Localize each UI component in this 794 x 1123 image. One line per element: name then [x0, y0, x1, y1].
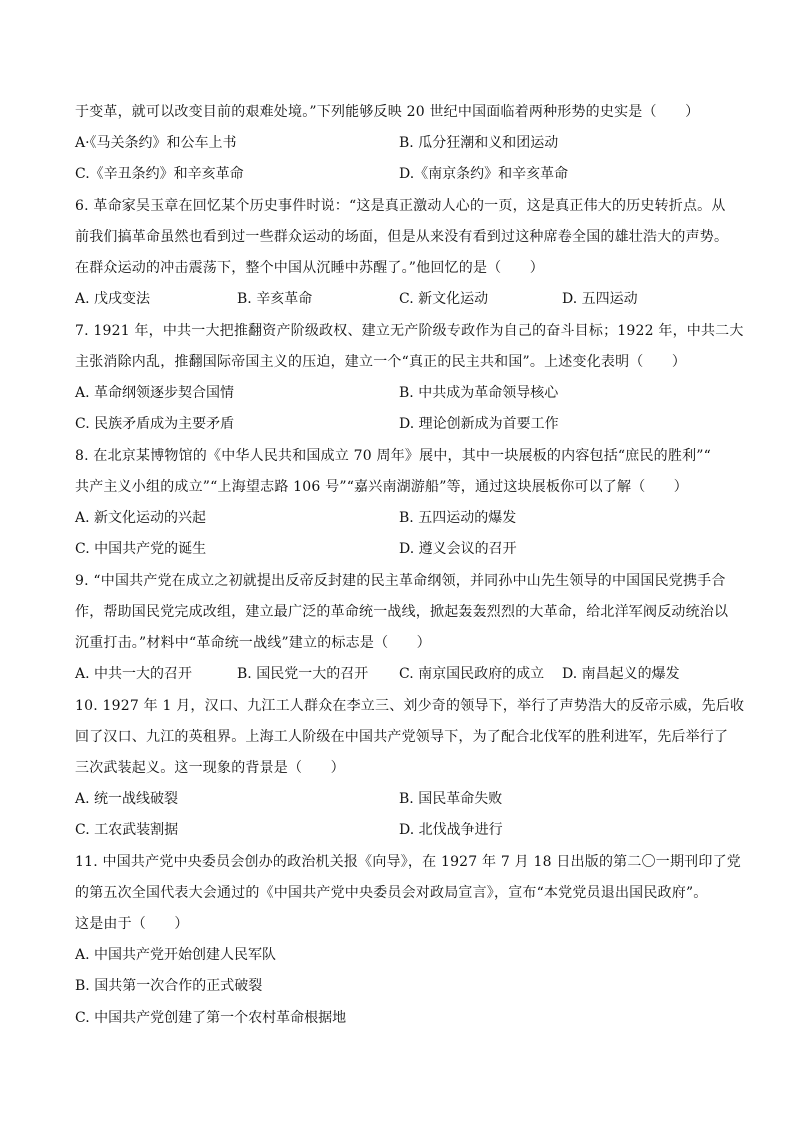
- option-c: C. 新文化运动: [399, 291, 489, 307]
- question-8-line: 共产主义小组的成立”“上海望志路 106 号”“嘉兴南湖游船”等，通过这块展板你可以了解（ ）: [75, 479, 689, 495]
- option-c: C.《辛丑条约》和辛亥革命: [75, 166, 244, 182]
- question-11-line: 的第五次全国代表大会通过的《中国共产党中央委员会对政局宣言》，宣布“本党党员退出国民政府”。: [75, 885, 708, 901]
- question-9-line: 9. “中国共产党在成立之初就提出反帝反封建的民主革命纲领，并同孙中山先生领导的中国国民党携手合: [75, 573, 726, 589]
- question-10-line: 10. 1927 年 1 月，汉口、九江工人群众在李立三、刘少奇的领导下，举行了声势浩大的反帝示威，先后收: [75, 698, 745, 714]
- question-8-line: 8. 在北京某博物馆的《中华人民共和国成立 70 周年》展中，其中一块展板的内容包括“庶民的胜利”“: [75, 448, 711, 464]
- question-7-line: 7. 1921 年，中共一大把推翻资产阶级政权、建立无产阶级专政作为自己的奋斗目标；1922 年，中共二大: [75, 323, 744, 339]
- option-b: B. 辛亥革命: [237, 291, 313, 307]
- question-9-line: 作，帮助国民党完成改组，建立最广泛的革命统一战线，掀起轰轰烈烈的大革命，给北洋军阀反动统治以: [75, 604, 729, 620]
- option-a: A. 统一战线破裂: [75, 791, 179, 807]
- option-a: A. 中共一大的召开: [75, 666, 193, 682]
- option-a: A. 中国共产党开始创建人民军队: [75, 947, 277, 963]
- question-11-line: 11. 中国共产党中央委员会创办的政治机关报《向导》，在 1927 年 7 月 18 日出版的第二〇一期刊印了党: [75, 854, 741, 870]
- question-6-line: 在群众运动的冲击震荡下，整个中国从沉睡中苏醒了。”他回忆的是（ ）: [75, 260, 544, 276]
- option-b: B. 国民党一大的召开: [237, 666, 369, 682]
- option-b: B. 中共成为革命领导核心: [399, 385, 559, 401]
- question-10-line: 三次武装起义。这一现象的背景是（ ）: [75, 760, 345, 776]
- option-c: C. 中国共产党的诞生: [75, 541, 207, 557]
- option-b: B. 瓜分狂潮和义和团运动: [399, 135, 559, 151]
- option-a: A. 新文化运动的兴起: [75, 510, 207, 526]
- option-a: A·《马关条约》和公车上书: [75, 135, 237, 151]
- option-d: D. 遵义会议的召开: [399, 541, 517, 557]
- option-a: A. 革命纲领逐步契合国情: [75, 385, 235, 401]
- option-c: C. 民族矛盾成为主要矛盾: [75, 416, 235, 432]
- option-d: D. 北伐战争进行: [399, 822, 503, 838]
- question-11-line: 这是由于（ ）: [75, 916, 189, 932]
- option-c: C. 南京国民政府的成立: [399, 666, 545, 682]
- option-b: B. 国共第一次合作的正式破裂: [75, 978, 263, 994]
- option-a: A. 戊戌变法: [75, 291, 151, 307]
- option-b: B. 国民革命失败: [399, 791, 503, 807]
- option-d: D. 五四运动: [562, 291, 638, 307]
- question-9-line: 沉重打击。”材料中“革命统一战线”建立的标志是（ ）: [75, 635, 431, 651]
- option-c: C. 中国共产党创建了第一个农村革命根据地: [75, 1010, 347, 1026]
- option-d: D. 南昌起义的爆发: [562, 666, 680, 682]
- question-10-line: 回了汉口、九江的英租界。上海工人阶级在中国共产党领导下，为了配合北伐军的胜利进军，先后举行了: [75, 729, 729, 745]
- option-b: B. 五四运动的爆发: [399, 510, 517, 526]
- option-d: D.《南京条约》和辛亥革命: [399, 166, 569, 182]
- option-c: C. 工农武装割据: [75, 822, 179, 838]
- intro-line: 于变革，就可以改变目前的艰难处境。”下列能够反映 20 世纪中国面临着两种形势的史实是（ ）: [75, 104, 700, 120]
- question-7-line: 主张消除内乱，推翻国际帝国主义的压迫，建立一个“真正的民主共和国”。上述变化表明（ ）: [75, 354, 687, 370]
- question-6-line: 6. 革命家吴玉章在回忆某个历史事件时说：“这是真正激动人心的一页，这是真正伟大的历史转折点。从: [75, 198, 726, 214]
- question-6-line: 前我们搞革命虽然也看到过一些群众运动的场面，但是从来没有看到过这种席卷全国的雄壮浩大的声势。: [75, 229, 729, 245]
- option-d: D. 理论创新成为首要工作: [399, 416, 559, 432]
